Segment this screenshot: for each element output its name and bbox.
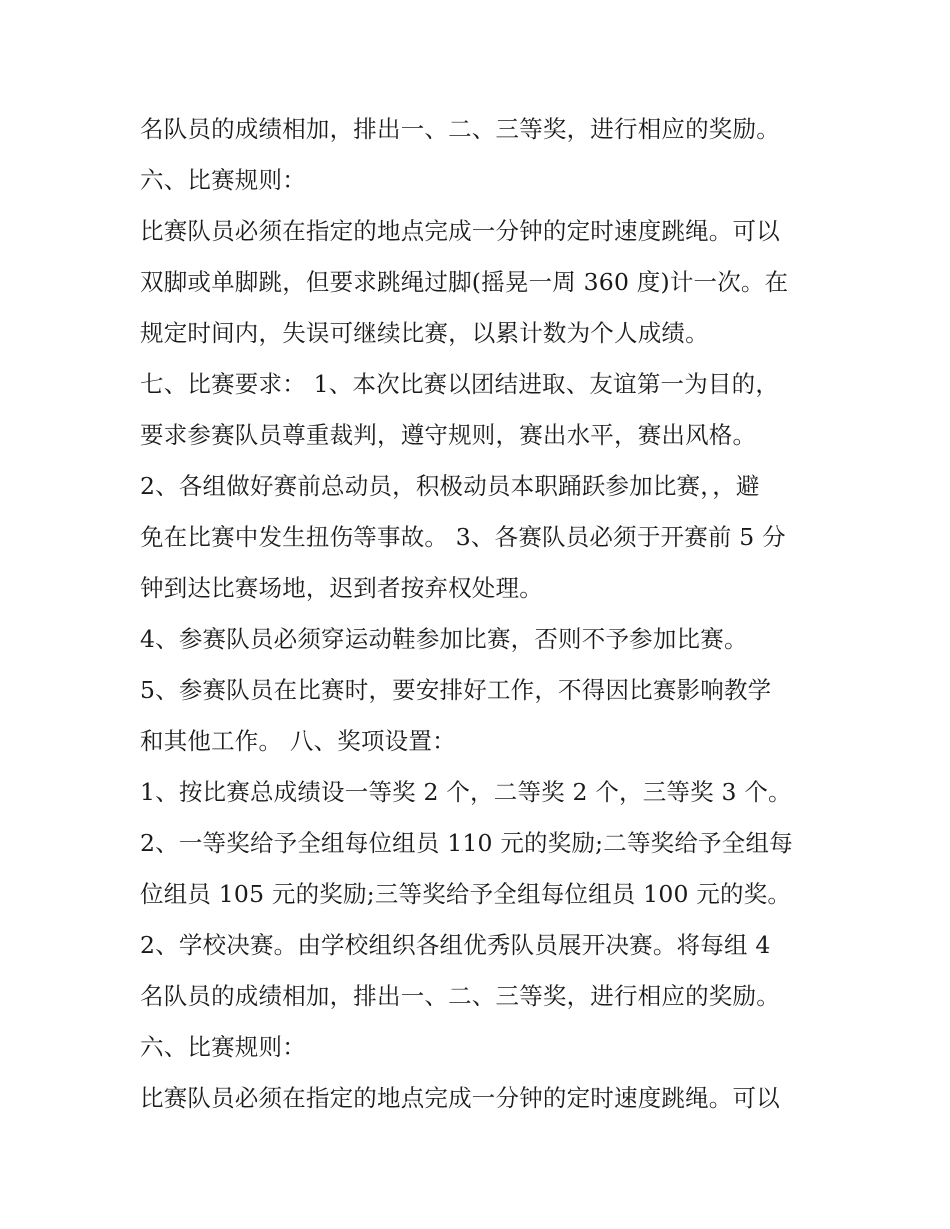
text-line: 4、参赛队员必须穿运动鞋参加比赛，否则不予参加比赛。 [140,625,748,653]
section-heading: 六、比赛规则： [140,166,306,194]
text-line: 2、各组做好赛前总动员，积极动员本职踊跃参加比赛，，避 [140,472,760,500]
document-body [140,104,830,1124]
text-line: 双脚或单脚跳，但要求跳绳过脚(摇晃一周 360 度)计一次。在 [140,268,789,296]
text-line: 和其他工作。 八、奖项设置： [140,727,456,755]
text-line: 2、学校决赛。由学校组织各组优秀队员展开决赛。将每组 4 [140,931,771,959]
text-line: 规定时间内，失误可继续比赛，以累计数为个人成绩。 [140,319,709,347]
text-line: 位组员 105 元的奖励;三等奖给予全组每位组员 100 元的奖。 [140,880,792,908]
text-line: 2、一等奖给予全组每位组员 110 元的奖励;二等奖给予全组每 [140,829,793,857]
text-line: 1、按比赛总成绩设一等奖 2 个，二等奖 2 个，三等奖 3 个。 [140,778,792,806]
text-line: 5、参赛队员在比赛时，要安排好工作，不得因比赛影响教学 [140,676,772,704]
text-line: 免在比赛中发生扭伤等事故。 3、各赛队员必须于开赛前 5 分 [140,523,786,551]
section-heading: 六、比赛规则： [140,1033,306,1061]
text-line: 名队员的成绩相加，排出一、二、三等奖，进行相应的奖励。 [140,115,780,143]
text-line: 比赛队员必须在指定的地点完成一分钟的定时速度跳绳。可以 [140,217,780,245]
text-line: 七、比赛要求： 1、本次比赛以团结进取、友谊第一为目的， [140,370,780,398]
text-line: 名队员的成绩相加，排出一、二、三等奖，进行相应的奖励。 [140,982,780,1010]
text-line: 钟到达比赛场地，迟到者按弃权处理。 [140,574,543,602]
text-line: 比赛队员必须在指定的地点完成一分钟的定时速度跳绳。可以 [140,1084,780,1112]
text-line: 要求参赛队员尊重裁判，遵守规则，赛出水平，赛出风格。 [140,421,757,449]
